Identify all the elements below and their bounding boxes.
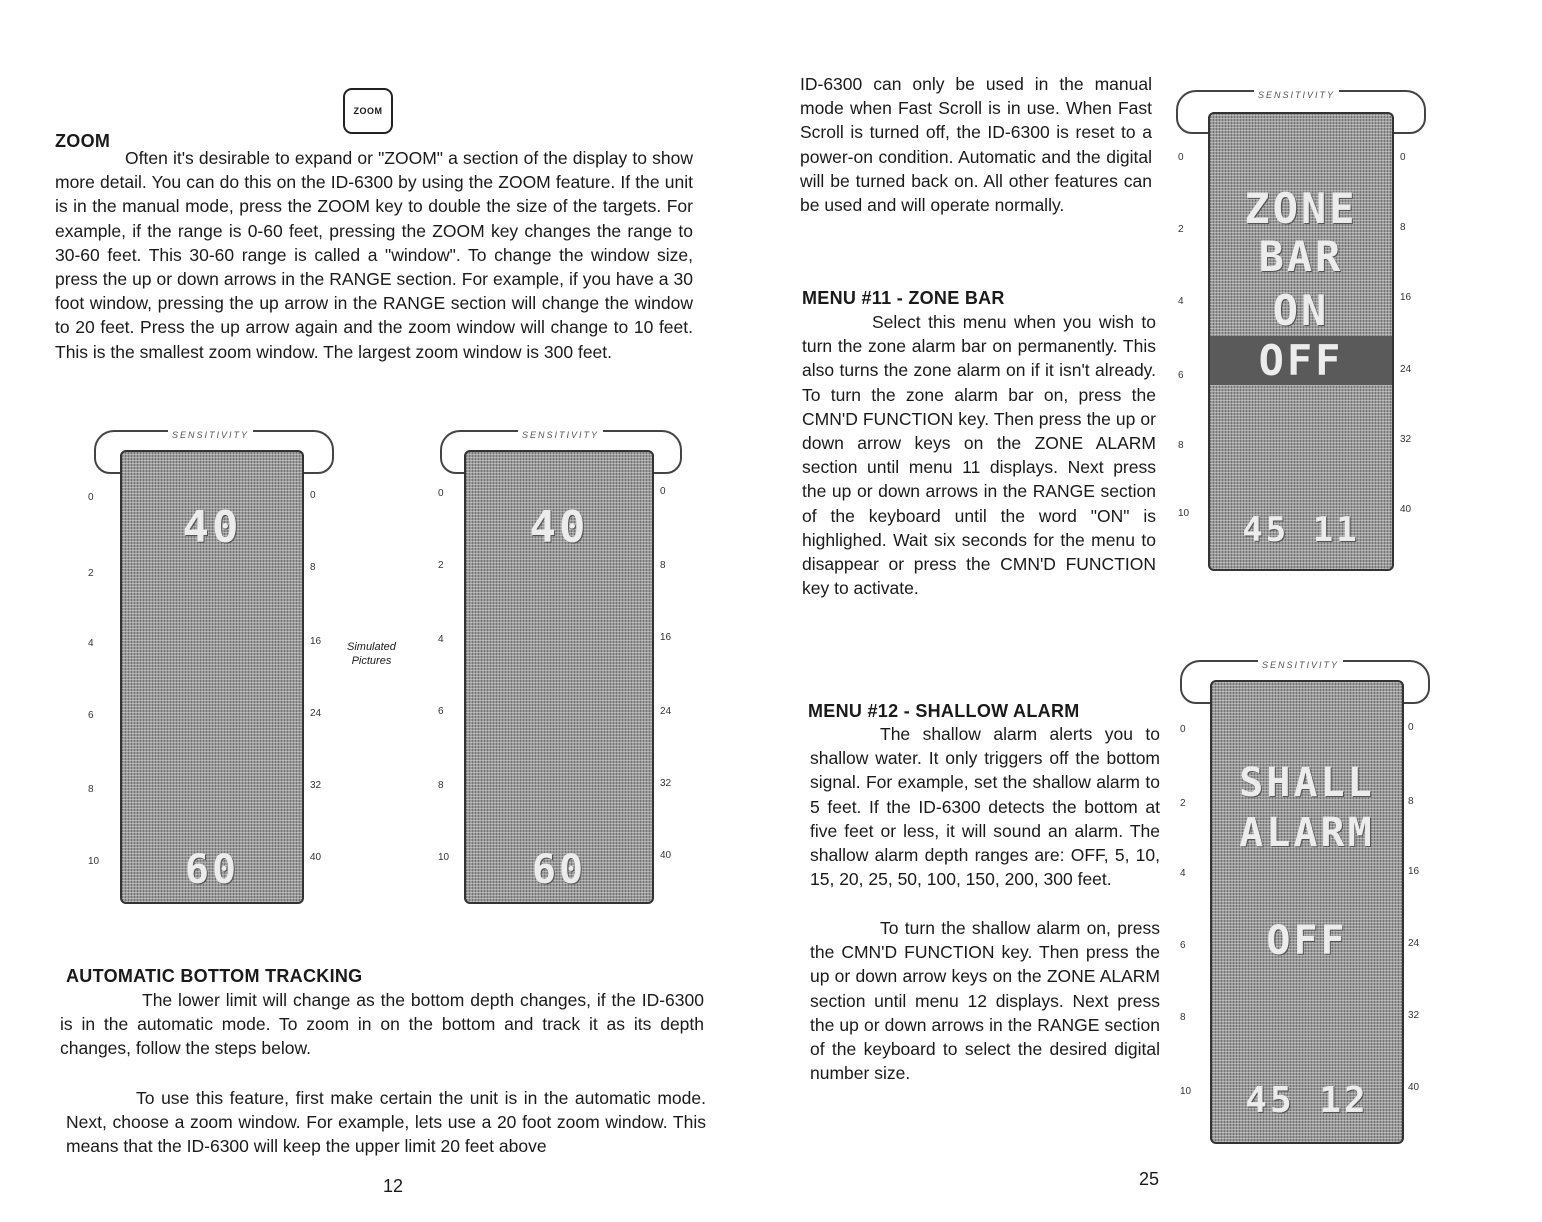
depth-tick: 32 — [310, 780, 322, 791]
depth-tick: 10 — [1180, 1086, 1192, 1097]
depth-tick: 4 — [438, 634, 444, 645]
zoom-key-label: ZOOM — [353, 106, 383, 116]
lcd-screen — [120, 450, 304, 904]
depth-tick: 40 — [1408, 1082, 1420, 1093]
depth-tick: 32 — [1408, 1010, 1420, 1021]
depth-tick: 2 — [1180, 798, 1186, 809]
depth-tick: 16 — [1408, 866, 1420, 877]
zoom-paragraph — [55, 146, 693, 364]
depth-tick: 16 — [660, 632, 672, 643]
abt-paragraph-2 — [66, 1086, 706, 1159]
depth-tick: 2 — [1178, 224, 1184, 235]
depth-tick: 8 — [438, 780, 444, 791]
depth-tick: 4 — [1180, 868, 1186, 879]
depth-tick: 8 — [1408, 796, 1414, 807]
depth-tick: 24 — [1408, 938, 1420, 949]
depth-tick: 16 — [1400, 292, 1412, 303]
depth-tick: 24 — [310, 708, 322, 719]
depth-tick: 0 — [1400, 152, 1406, 163]
menu11-paragraph — [802, 310, 1156, 600]
depth-tick: 8 — [660, 560, 666, 571]
lcd-line-2: ALARM — [1239, 810, 1375, 856]
lcd-bottom-reading: 45 12 — [1245, 1080, 1369, 1121]
depth-tick: 24 — [1400, 364, 1412, 375]
depth-tick: 32 — [660, 778, 672, 789]
lcd-bottom-reading: 45 11 — [1242, 510, 1360, 550]
lcd-screen — [1210, 680, 1404, 1144]
abt-paragraph-1 — [60, 988, 704, 1061]
menu12-paragraph-1 — [810, 722, 1160, 891]
sensitivity-label: SENSITIVITY — [1258, 660, 1343, 670]
lcd-screen — [1208, 112, 1394, 571]
depth-tick: 0 — [1408, 722, 1414, 733]
lcd-top-reading: 40 — [529, 502, 589, 553]
depth-tick: 16 — [310, 636, 322, 647]
depth-tick: 8 — [1400, 222, 1406, 233]
depth-tick: 0 — [88, 492, 94, 503]
depth-tick: 8 — [1180, 1012, 1186, 1023]
menu12-paragraph-2 — [810, 916, 1160, 1085]
depth-tick: 2 — [438, 560, 444, 571]
sonar-display-figure-a — [88, 420, 338, 905]
sensitivity-label: SENSITIVITY — [1254, 90, 1339, 100]
depth-tick: 0 — [438, 488, 444, 499]
depth-tick: 4 — [1178, 296, 1184, 307]
depth-tick: 6 — [88, 710, 94, 721]
depth-tick: 4 — [88, 638, 94, 649]
depth-tick: 32 — [1400, 434, 1412, 445]
depth-tick: 40 — [1400, 504, 1412, 515]
sensitivity-label: SENSITIVITY — [168, 430, 253, 440]
page-number-right: 25 — [1139, 1169, 1160, 1189]
depth-tick: 0 — [310, 490, 316, 501]
lcd-screen — [464, 450, 654, 904]
abt-paragraph-2-text: To use this feature, first make certain the unit is in the automatic mode. Next, choose a zoom window. For example, lets use a 20 foot zoom window. This means that the ID-6300 will keep the upper limit 20 feet above — [66, 1088, 706, 1157]
menu11-paragraph-text: Select this menu when you wish to turn the zone alarm bar on permanently. This also turns the zone alarm on if it isn't already. To turn the zone alarm bar on, press the CMN'D FUNCTION key. Then press the up or down arrow keys on the ZONE ALARM section until menu 11 displays. Next press the up or down arrows in the RANGE section of the keyboard until the word "ON" is highlighed. Wait six seconds for the menu to disappear or press the CMN'D FUNCTION key to activate. — [802, 312, 1156, 599]
zoom-key-icon — [343, 88, 393, 134]
zoom-paragraph-text: Often it's desirable to expand or "ZOOM" a section of the display to show more detail. You can do this on the ID-6300 by using the ZOOM feature. If the unit is in the manual mode, press the ZOOM key to double the size of the targets. For example, if the range is 0-60 feet, pressing the ZOOM key changes the range to 30-60 feet. This 30-60 range is called a "window". To change the window size, press the up or down arrows in the RANGE section. For example, if you have a 30 foot window, pressing the up arrow in the RANGE section will change the window to 20 feet. Press the up arrow again and the zoom window will change to 10 feet. This is the smallest zoom window. The largest zoom window is 300 feet. — [55, 148, 693, 362]
lcd-line-3: OFF — [1266, 918, 1348, 964]
depth-tick: 8 — [88, 784, 94, 795]
depth-tick: 40 — [660, 850, 672, 861]
simulated-pictures-label — [347, 640, 396, 668]
depth-tick: 6 — [1180, 940, 1186, 951]
depth-tick: 10 — [438, 852, 450, 863]
depth-tick: 24 — [660, 706, 672, 717]
lcd-line-4-highlight: OFF — [1210, 336, 1392, 385]
depth-tick: 8 — [1178, 440, 1184, 451]
simulated-label-line2: Pictures — [351, 655, 392, 667]
page-number-left: 12 — [383, 1176, 404, 1196]
lcd-line-1: SHALL — [1239, 760, 1375, 806]
menu12-paragraph-1-text: The shallow alarm alerts you to shallow water. It only triggers off the bottom signal. For example, set the shallow alarm to 5 feet. If the ID-6300 detects the bottom at five feet or less, it will sound an alarm. The shallow alarm depth ranges are: OFF, 5, 10, 15, 20, 25, 50, 100, 150, 200, 300 feet. — [810, 724, 1160, 890]
depth-tick: 0 — [1178, 152, 1184, 163]
abt-paragraph-1-text: The lower limit will change as the bottom depth changes, if the ID-6300 is in the automatic mode. To zoom in on the bottom and track it as its depth changes, follow the steps below. — [60, 990, 704, 1059]
depth-tick: 8 — [310, 562, 316, 573]
depth-tick: 2 — [88, 568, 94, 579]
lcd-line-3: ON — [1272, 286, 1330, 335]
lcd-bottom-reading: 60 — [184, 847, 240, 893]
menu12-heading: MENU #12 - SHALLOW ALARM — [808, 701, 1080, 721]
depth-tick: 10 — [1178, 508, 1190, 519]
menu11-heading: MENU #11 - ZONE BAR — [802, 288, 1005, 308]
lcd-bottom-reading: 60 — [531, 847, 587, 893]
simulated-label-line1: Simulated — [347, 641, 396, 653]
abt-heading: AUTOMATIC BOTTOM TRACKING — [66, 966, 363, 986]
depth-tick: 6 — [1178, 370, 1184, 381]
intro-paragraph: ID-6300 can only be used in the manual mode when Fast Scroll is in use. When Fast Scroll is turned off, the ID-6300 is reset to a power-on condition. Automatic and the digital will be turned back on. All other features can be used and will operate normally. — [800, 74, 1152, 216]
sonar-display-figure-zone-bar — [1170, 80, 1432, 570]
sonar-display-figure-shallow-alarm — [1174, 650, 1436, 1142]
depth-tick: 0 — [1180, 724, 1186, 735]
depth-tick: 40 — [310, 852, 322, 863]
lcd-line-1: ZONE — [1244, 184, 1358, 233]
depth-tick: 6 — [438, 706, 444, 717]
depth-tick: 10 — [88, 856, 100, 867]
menu12-paragraph-2-text: To turn the shallow alarm on, press the CMN'D FUNCTION key. Then press the up or down arrow keys on the ZONE ALARM section until menu 12 displays. Next press the up or down arrows in the RANGE section of the keyboard to select the desired digital number size. — [810, 918, 1160, 1084]
depth-tick: 0 — [660, 486, 666, 497]
sensitivity-label: SENSITIVITY — [518, 430, 603, 440]
sonar-display-figure-b — [434, 420, 686, 905]
lcd-line-2: BAR — [1258, 232, 1344, 281]
lcd-top-reading: 40 — [182, 502, 242, 553]
zoom-heading: ZOOM — [55, 131, 111, 151]
